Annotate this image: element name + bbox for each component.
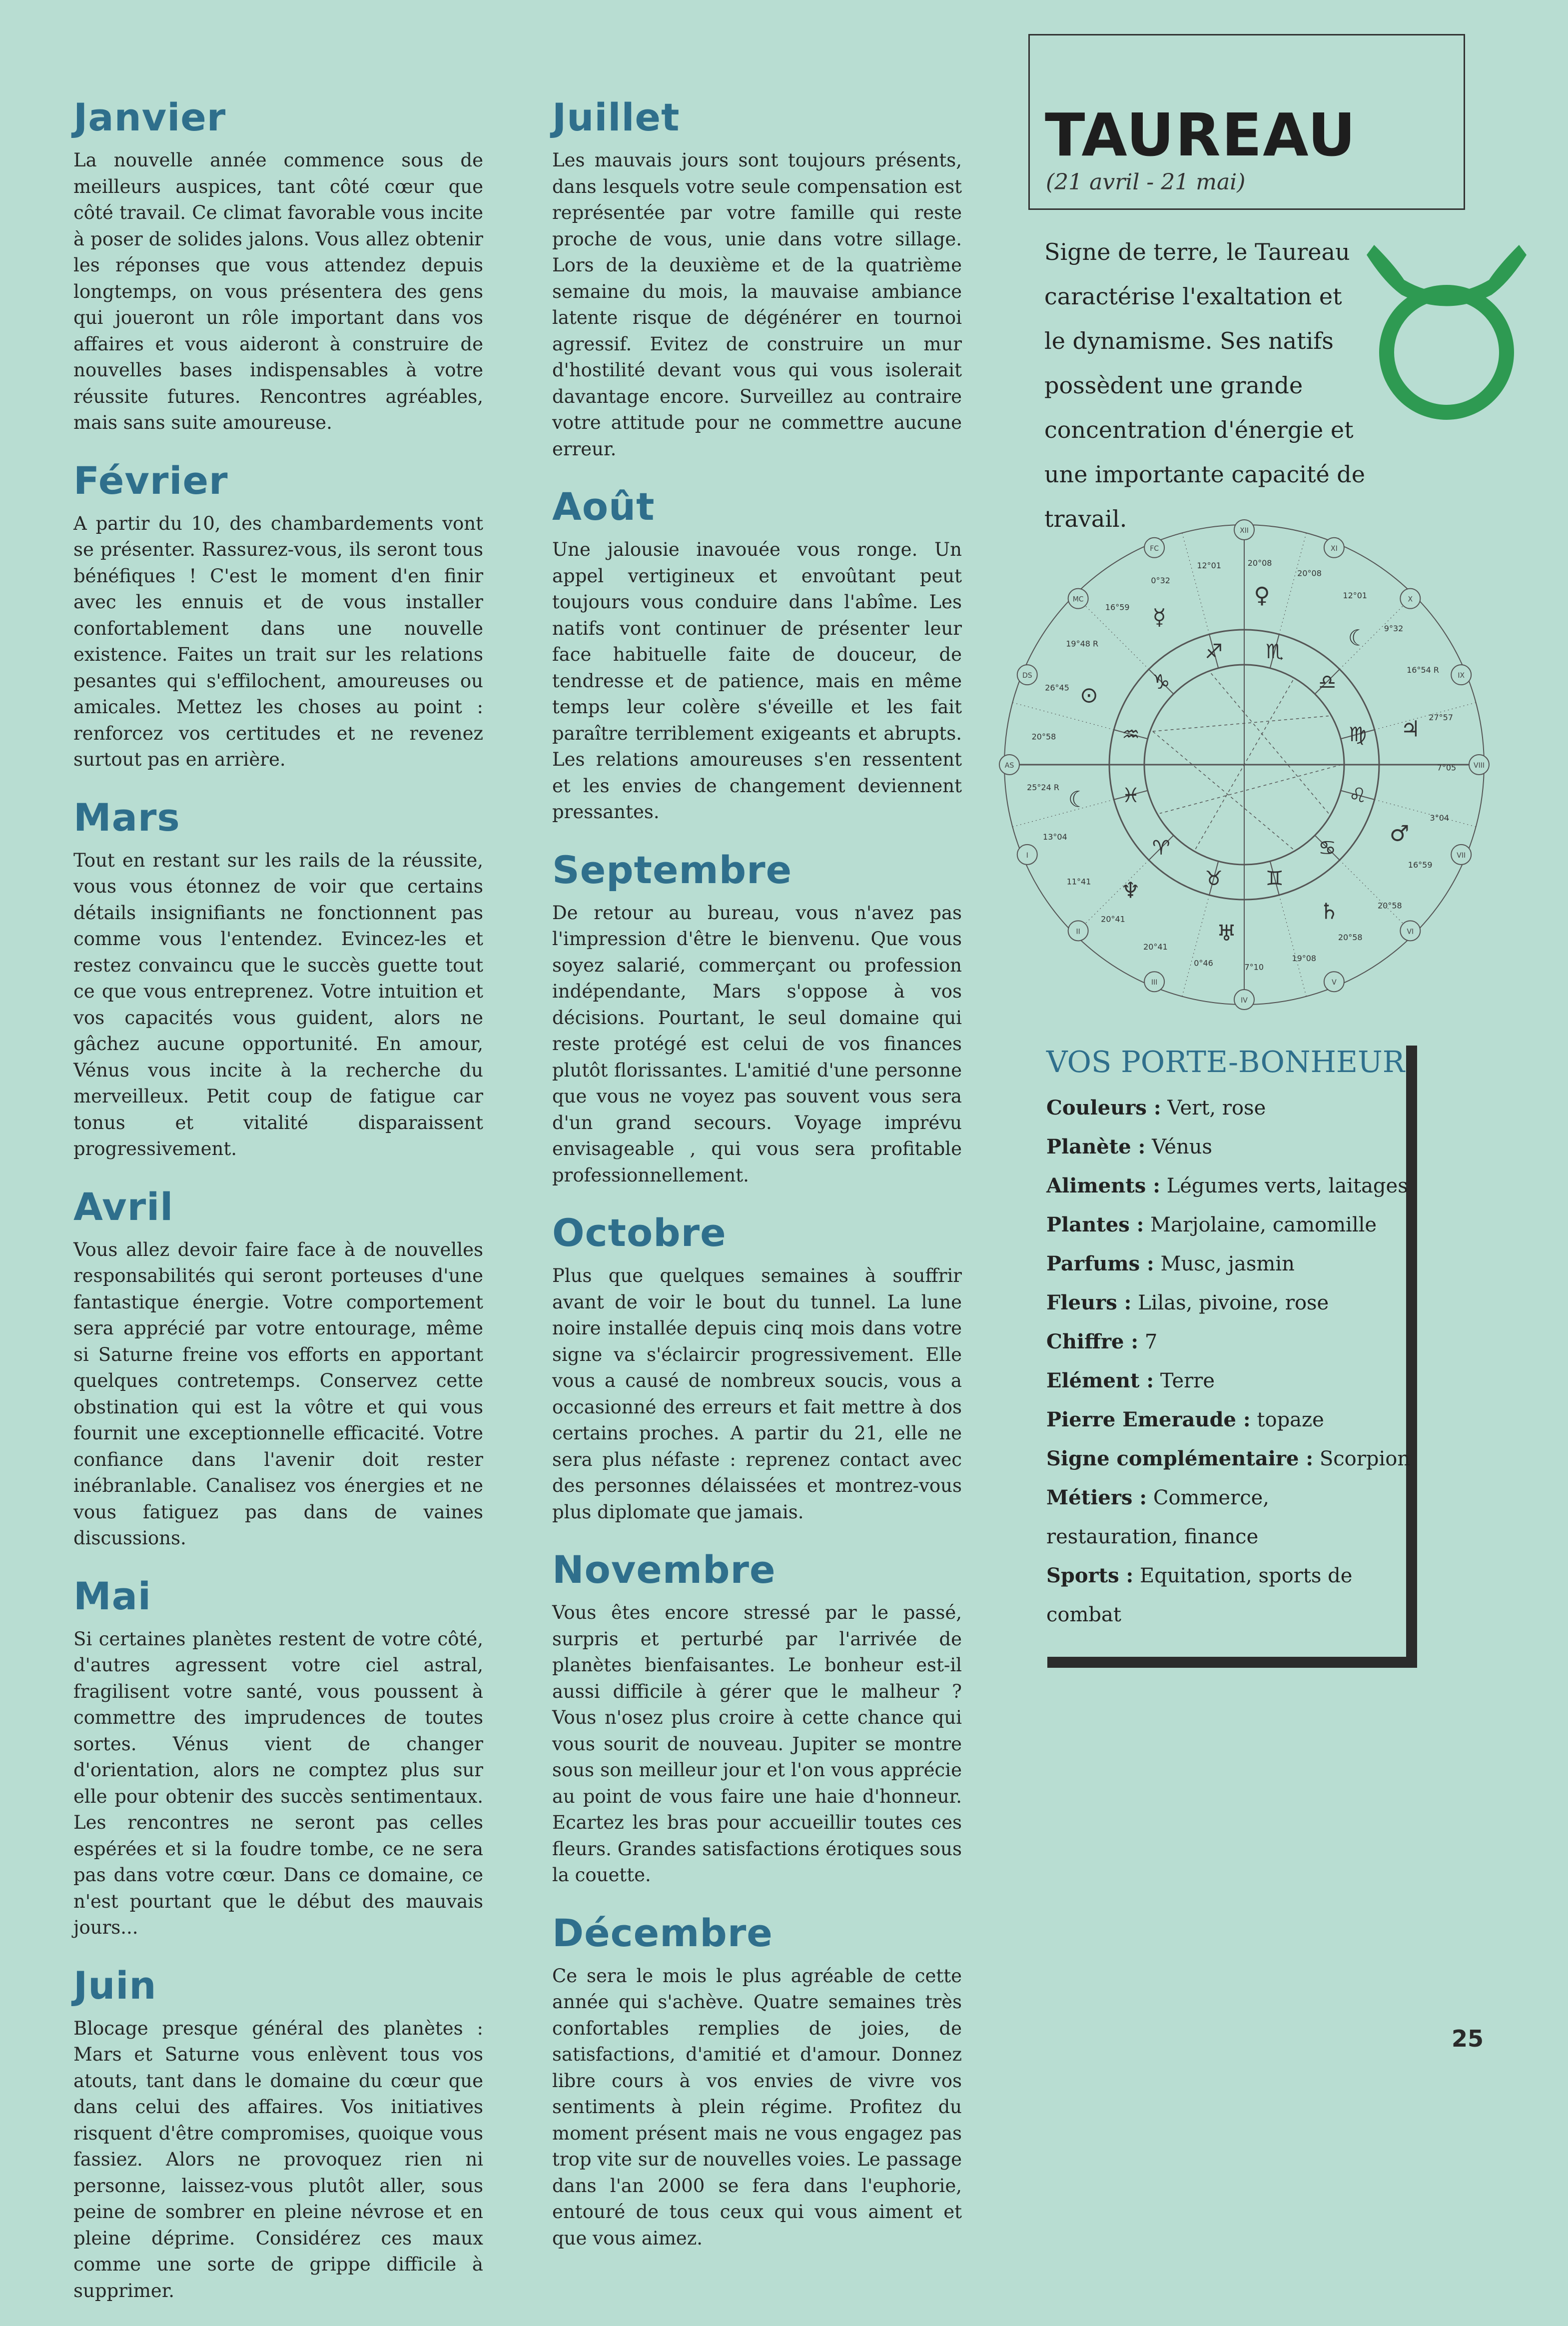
zodiac-glyph: ♒ [1122,723,1140,747]
degree-label: 12°01 [1197,561,1222,571]
degree-label: 20°58 [1338,932,1363,942]
porte-bonheur-value: 7 [1144,1330,1158,1353]
planet-glyph: ♆ [1120,878,1141,904]
month-section [73,1963,483,2305]
house-label: MC [1072,595,1084,604]
month-text: La nouvelle année commence sous de meilleurs auspices, tant côté cœur que côté travail. Ce climat favorable vous incite à poser de solides jalons. Vous allez obtenir les réponses que vous attendez depuis longtemps, on vous présentera des gens qui joueront un rôle important dans vos affaires et vous aideront à construire de nouvelles bases indispensables à votre réussite futures. Rencontres agréables, mais sans suite amoureuse. [73,149,483,433]
house-divider [1279,533,1306,634]
planet-glyph: ☾ [1348,625,1368,651]
month-section [73,458,483,773]
planet-glyph: ☿ [1152,604,1166,630]
porte-bonheur-box [1036,1035,1411,1657]
porte-bonheur-label: Aliments : [1046,1174,1160,1197]
porte-bonheur-value: Lilas, pivoine, rose [1138,1291,1329,1314]
month-heading: Novembre [552,1547,776,1592]
sign-intro: Signe de terre, le Taureau caractérise l'exaltation et le dynamisme. Ses natifs possèdent une grande concentration d'énergie et une importante capacité de travail. [1044,238,1365,532]
zodiac-glyph: ♓ [1122,784,1140,807]
month-heading: Juillet [552,95,680,139]
porte-bonheur-value: Terre [1160,1369,1215,1392]
degree-label: 9°32 [1384,623,1404,633]
zodiac-glyph: ♊ [1265,867,1284,890]
porte-bonheur-value: restauration, finance [1046,1525,1259,1548]
house-divider [1182,895,1209,997]
house-divider [1279,895,1306,997]
degree-label: 20°41 [1143,942,1168,952]
degree-label: 20°08 [1247,558,1272,568]
months-column-left [73,95,483,2326]
zodiac-glyph: ♏ [1265,640,1284,664]
house-divider [1182,533,1209,634]
month-text: De retour au bureau, vous n'avez pas l'impression d'être le bienvenu. Que vous soyez salarié, commerçant ou profession indépendante, Mars s'oppose à vos décisions. Pourtant, le seul domaine qui reste protégé est celui de vos finances plutôt florissantes. L'amitié d'une personne que vous ne voyez pas souvent vous sera d'un grand secours. Voyage imprévu envisageable , qui vous sera profitable professionnellement. [552,902,962,1186]
month-heading: Juin [73,1963,157,2008]
month-text: Vous allez devoir faire face à de nouvelles responsabilités qui seront porteuses d'une fantastique énergie. Votre comportement sera apprécié par votre entourage, même si Saturne freine vos efforts en apportant quelques contretemps. Conservez cette obstination qui est la vôtre et qui vous fournit une exceptionnelle efficacité. Votre confiance dans l'avenir doit rester inébranlable. Canalisez vos énergies et ne vous fatiguez pas dans de vaines discussions. [73,1238,483,1549]
porte-bonheur-label: Couleurs : [1046,1096,1161,1120]
planet-glyph: ☾ [1068,787,1088,813]
degree-label: 0°46 [1194,958,1213,968]
porte-bonheur-item [1046,1283,1426,1322]
degree-label: 25°24 R [1027,783,1059,793]
porte-bonheur-label: Signe complémentaire : [1046,1447,1314,1470]
house-label: VI [1407,928,1414,936]
house-divider [1012,703,1114,730]
porte-bonheur-item [1046,1322,1426,1361]
aspect-line [1153,731,1293,849]
degree-label: 20°58 [1377,901,1402,911]
zodiac-glyph: ♍ [1349,723,1367,747]
porte-bonheur-item [1046,1517,1426,1556]
month-heading: Mars [73,795,180,840]
house-divider [1340,860,1414,934]
degree-label: 13°04 [1043,832,1067,842]
porte-bonheur-item [1046,1478,1426,1517]
porte-bonheur-value: Musc, jasmin [1160,1252,1295,1275]
planet-glyph: ♂ [1389,821,1410,847]
degree-label: 16°54 R [1407,665,1440,675]
house-label: I [1026,851,1028,860]
month-heading: Mai [73,1573,151,1618]
degree-label: 7°10 [1244,962,1264,972]
porte-bonheur-label: Parfums : [1046,1252,1154,1275]
house-label: III [1151,979,1158,987]
porte-bonheur-value: Vénus [1152,1136,1212,1159]
house-label: DS [1022,672,1032,680]
month-section [73,95,483,436]
month-text: A partir du 10, des chambardements vont se présenter. Rassurez-vous, ils seront tous bénéfiques ! C'est le moment d'en finir avec les ennuis et de vous installer confortablement dans une nouvelle existence. Faites un trait sur les relations pesantes qui s'effilochent, amoureuses ou amicales. Mettez les choses au point : renforcez vos certitudes et ne revenez surtout pas en arrière. [73,512,483,770]
porte-bonheur-value: Scorpion [1319,1447,1411,1470]
sign-dates: (21 avril - 21 mai) [1046,169,1246,195]
zodiac-glyph: ♐ [1205,640,1223,664]
degree-label: 11°41 [1066,877,1091,887]
degree-label: 27°57 [1429,712,1454,722]
degree-label: 16°59 [1105,602,1130,612]
page-number: 25 [1452,2025,1484,2052]
month-section [552,1210,962,1525]
porte-bonheur-label: Métiers : [1046,1486,1147,1509]
porte-bonheur-item [1046,1089,1426,1128]
month-heading: Août [552,484,655,529]
porte-bonheur-item [1046,1361,1426,1400]
porte-bonheur-item [1046,1400,1426,1439]
degree-label: 3°04 [1430,813,1450,823]
house-label: II [1076,928,1080,936]
house-label: XI [1330,544,1338,553]
month-section [552,1911,962,2252]
month-heading: Septembre [552,847,792,892]
porte-bonheur-label: Elément : [1046,1369,1154,1392]
month-text: Si certaines planètes restent de votre côté, d'autres agressent votre ciel astral, fragilisent votre santé, vous poussent à commettre des imprudences de toutes sortes. Vénus vient de changer d'orientation, alors ne comptez plus sur elle pour obtenir des succès sentimentaux. Les rencontres ne seront pas celles espérées et si la foudre tombe, ce ne sera pas dans votre cœur. Dans ce domaine, ce n'est pourtant que le début des mauvais jours... [73,1628,483,1938]
degree-label: 0°32 [1151,576,1170,586]
birth-chart-wheel [994,515,1494,1015]
month-heading: Février [73,458,228,503]
aspect-line [1160,765,1342,814]
porte-bonheur-list [1046,1089,1426,1634]
planet-glyph: ♃ [1400,716,1421,742]
aspect-line [1211,673,1329,814]
porte-bonheur-label: Chiffre : [1046,1330,1139,1353]
zodiac-glyph: ♎ [1318,670,1337,694]
month-section [73,1574,483,1941]
porte-bonheur-value: topaze [1257,1408,1324,1431]
month-section [552,95,962,462]
month-section [73,795,483,1163]
porte-bonheur-heading: VOS PORTE-BONHEUR [1046,1045,1405,1079]
porte-bonheur-value: Commerce, [1153,1486,1269,1509]
planet-glyph: ⊙ [1079,682,1098,708]
degree-label: 19°48 R [1066,639,1099,649]
porte-bonheur-item [1046,1205,1426,1244]
month-text: Ce sera le mois le plus agréable de cette année qui s'achève. Quatre semaines très confortables remplies de joies, de satisfactions, d'amitié et d'amour. Donnez libre cours à vos envies de vivre vos sentiments à plein régime. Profitez du moment présent mais ne vous engagez pas trop vite sur de nouvelles voies. Le passage dans l'an 2000 se fera dans l'euphorie, entouré de tous ceux qui vous aiment et que vous aimez. [552,1965,962,2249]
month-text: Une jalousie inavouée vous ronge. Un appel vertigineux et envoûtant peut toujours vous conduire dans l'abîme. Les natifs vont continuer de présenter leur face habituelle faite de douceur, de tendresse et de patience, mais en même temps leur colère s'éveille et les fait paraître terriblement exigeants et abrupts. Les relations amoureuses s'en ressentent et les envies de changement deviennent pressantes. [552,539,962,823]
month-section [73,1184,483,1552]
month-section [552,1547,962,1889]
porte-bonheur-item [1046,1556,1426,1634]
month-heading: Octobre [552,1210,727,1255]
house-label: IV [1241,997,1248,1005]
porte-bonheur-item [1046,1244,1426,1283]
porte-bonheur-label: Pierre Emeraude : [1046,1408,1251,1431]
porte-bonheur-item [1046,1439,1426,1478]
months-column-right [552,95,962,2274]
porte-bonheur-label: Fleurs : [1046,1291,1132,1314]
sign-title-box [1028,34,1465,210]
month-heading: Décembre [552,1910,773,1955]
house-label: X [1408,595,1413,604]
degree-label: 19°08 [1292,953,1317,963]
zodiac-glyph: ♑ [1152,670,1170,694]
zodiac-glyph: ♌ [1349,784,1367,807]
house-label: V [1332,979,1337,987]
porte-bonheur-value: Légumes verts, laitages [1166,1174,1408,1197]
house-label: XII [1240,527,1249,535]
month-text: Tout en restant sur les rails de la réussite, vous vous étonnez de voir que certains détails insignifiants ne fonctionnent pas comme vous l'entendez. Evincez-les et restez convaincu que le succès guette tout ce que vous entreprenez. Votre intuition et vos capacités vous guident, alors ne gâchez aucune opportunité. En amour, Vénus vous incite à la recherche du merveilleux. Petit coup de fatigue car tonus et vitalité disparaissent progressivement. [73,849,483,1160]
porte-bonheur-item [1046,1128,1426,1166]
porte-bonheur-label: Plantes : [1046,1213,1144,1236]
month-heading: Janvier [73,95,226,139]
degree-label: 7°05 [1437,763,1457,773]
house-label: VIII [1474,762,1485,770]
house-label: FC [1150,544,1159,553]
zodiac-glyph: ♋ [1318,837,1337,860]
zodiac-glyph: ♈ [1152,837,1170,860]
degree-label: 20°08 [1297,568,1322,578]
house-divider [1375,703,1476,730]
planet-glyph: ♄ [1319,899,1339,925]
month-text: Vous êtes encore stressé par le passé, surpris et perturbé par l'arrivée de planètes bienfaisantes. Le bonheur est-il aussi difficile à gérer que le malheur ? Vous n'osez plus croire à cette chance qui vous sourit de nouveau. Jupiter se montre sous son meilleur jour et l'on vous apprécie au point de vous faire une haie d'honneur. Ecartez les bras pour accueillir toutes ces fleurs. Grandes satisfactions érotiques sous la couette. [552,1602,962,1886]
house-label: AS [1004,762,1014,770]
month-heading: Avril [73,1184,174,1229]
porte-bonheur-label: Sports : [1046,1564,1134,1587]
zodiac-glyph: ♉ [1205,867,1223,890]
house-divider [1012,800,1114,827]
month-section [552,848,962,1189]
house-label: IX [1458,672,1465,680]
house-label: VII [1457,851,1466,860]
porte-bonheur-value: Equitation, sports de combat [1046,1564,1353,1626]
porte-bonheur-value: Vert, rose [1167,1097,1266,1120]
porte-bonheur-item [1046,1166,1426,1205]
degree-label: 12°01 [1343,591,1368,601]
month-text: Plus que quelques semaines à souffrir avant de voir le bout du tunnel. La lune noire installée depuis cinq mois dans votre signe va s'éclaircir progressivement. Elle vous a causé de nombreux soucis, vous a occasionné des erreurs et fait mettre à dos certains proches. A partir du 21, elle ne sera plus néfaste : reprenez contact avec des personnes délaissées et montrez-vous plus diplomate que jamais. [552,1265,962,1523]
month-section [552,484,962,826]
month-text: Blocage presque général des planètes : Mars et Saturne vous enlèvent tous vos atouts, tant dans le domaine du cœur que dans celui des affaires. Vos initiatives risquent d'être compromises, quoique vous fassiez. Alors ne provoquez rien ni personne, laissez-vous plutôt aller, sous peine de sombrer en pleine névrose et en pleine déprime. Considérez ces maux comme une sorte de grippe difficile à supprimer. [73,2017,483,2302]
aspect-line [1153,716,1329,732]
porte-bonheur-label: Planète : [1046,1135,1146,1159]
porte-bonheur-value: Marjolaine, camomille [1150,1213,1377,1236]
taurus-icon [1364,235,1529,425]
degree-label: 20°41 [1101,914,1125,924]
month-text: Les mauvais jours sont toujours présents, dans lesquels votre seule compensation est représentée par votre famille qui reste proche de vous, unie dans votre sillage. Lors de la deuxième et de la quatrième semaine du mois, la mauvaise ambiance latente risque de dégénérer en tournoi agressif. Evitez de construire un mur d'hostilité devant vous qui vous isolerait davantage encore. Surveillez au contraire votre attitude pour ne commettre aucune erreur. [552,149,962,460]
degree-label: 26°45 [1045,683,1069,693]
degree-label: 20°58 [1031,732,1056,742]
planet-glyph: ♀ [1254,582,1270,608]
degree-label: 16°59 [1408,860,1433,870]
sign-title: TAUREAU [1045,100,1357,169]
planet-glyph: ♅ [1216,921,1237,947]
